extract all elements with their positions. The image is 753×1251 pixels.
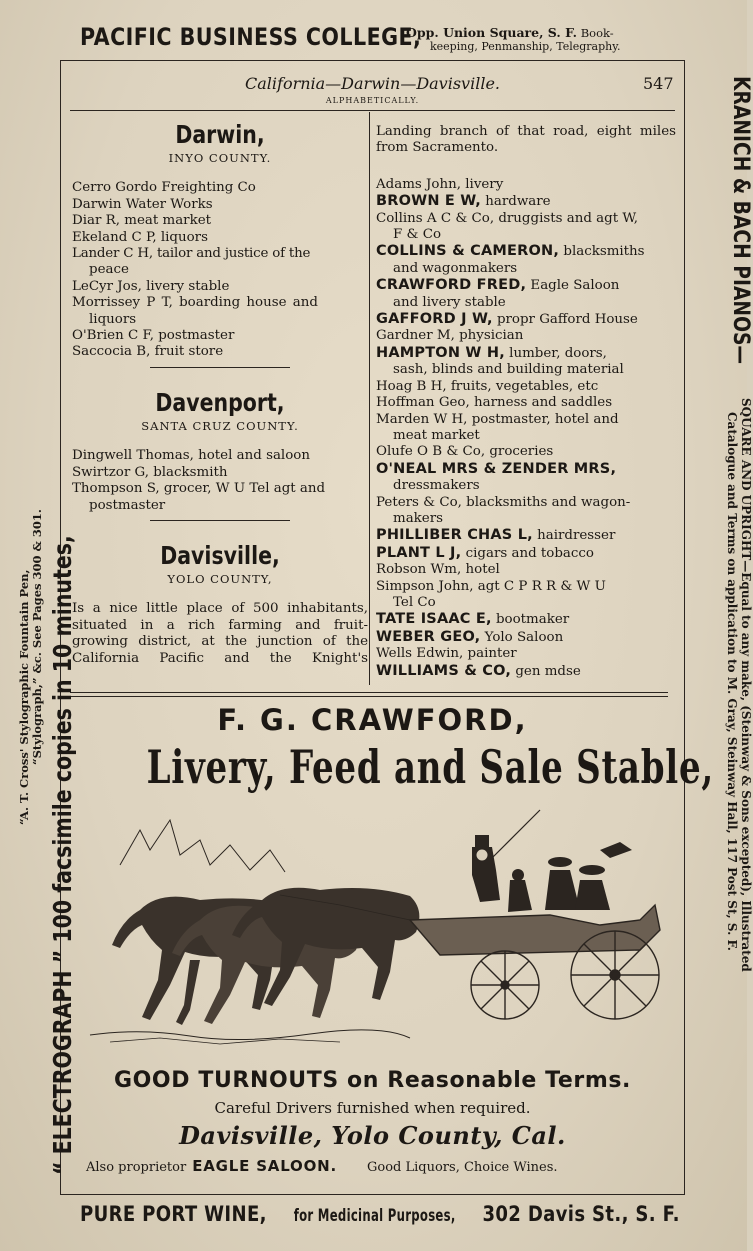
list-item-continuation: dressmakers: [393, 478, 480, 494]
column-divider: [369, 112, 370, 685]
list-item-description: postmaster, hotel and: [467, 411, 619, 427]
top-banner: [80, 22, 700, 56]
list-item: [376, 461, 676, 478]
list-item: [376, 545, 676, 562]
list-item-name: WILLIAMS & CO,: [376, 662, 512, 679]
list-item-description: cigars and tobacco: [461, 545, 594, 561]
list-item-name: TATE ISAAC E,: [376, 611, 492, 628]
running-head: California—Darwin—Davisville.: [245, 74, 500, 93]
list-item-description: lumber, doors,: [504, 345, 607, 361]
left-margin-line-1: “A. T. Cross' Stylographic Fountain Pen,: [17, 569, 31, 825]
list-item: Dingwell Thomas, hotel and saloon: [72, 448, 310, 464]
list-item-description: fruits, vegetables, etc: [446, 378, 599, 394]
list-item-name: Robson Wm,: [376, 562, 462, 578]
list-item-description: hairdresser: [532, 528, 616, 544]
right-margin-line-2: Catalogue and Terms on application to M. Gray, Steinway Hall, 117 Post St, S. F.: [725, 412, 739, 951]
page-number: 547: [643, 74, 674, 93]
bottom-banner-purposes: for Medicinal Purposes,: [293, 1206, 456, 1226]
list-item-name: Wells Edwin,: [376, 646, 464, 662]
list-item-description: blacksmiths: [559, 244, 645, 260]
ad-footer-line: [86, 1156, 666, 1178]
list-item: Cerro Gordo Freighting Co: [72, 180, 256, 196]
list-item-description: bootmaker: [491, 612, 570, 628]
list-item-description: groceries: [485, 444, 554, 460]
list-item: LeCyr Jos, livery stable: [72, 278, 230, 294]
list-item-name: COLLINS & CAMERON,: [376, 243, 560, 260]
county-davenport: SANTA CRUZ COUNTY.: [141, 418, 299, 433]
county-darwin: INYO COUNTY.: [168, 151, 272, 165]
list-item-name: Adams John,: [376, 176, 461, 192]
list-item: [376, 243, 676, 260]
list-item: [376, 646, 676, 662]
list-item: Darwin Water Works: [72, 196, 213, 212]
list-item-description: livery: [461, 176, 504, 192]
right-margin-line-1: SQUARE AND UPRIGHT—Equal to any make, (Steinway & Sons excepted), Illustrated: [739, 398, 753, 972]
top-banner-details: [406, 26, 620, 53]
list-item: [376, 395, 676, 411]
list-item: [376, 379, 676, 395]
list-item-description: physician: [454, 328, 524, 344]
alphabetically-subhead: ALPHABETICALLY.: [325, 96, 420, 105]
davisville-directory-list: [376, 177, 676, 680]
list-item-description: blacksmiths and wagon-: [461, 494, 631, 510]
list-item: [376, 629, 676, 646]
left-margin-electrograph: “ ELECTROGRAPH ” 100 facsimile copies in 10 minutes,: [48, 535, 77, 1175]
horse-carriage-illustration: [80, 810, 670, 1060]
list-item: O'Brien C F, postmaster: [72, 328, 235, 344]
list-item-name: Olufe O B & Co,: [376, 444, 486, 460]
list-item: [376, 177, 676, 193]
list-item-description: hotel: [461, 562, 500, 578]
list-item: [376, 663, 676, 680]
section-rule: [150, 520, 290, 521]
list-item: [376, 579, 676, 595]
top-banner-subjects: keeping, Penmanship, Telegraphy.: [430, 40, 621, 53]
list-item-continuation: sash, blinds and building material: [393, 362, 624, 378]
list-item-continuation: F & Co: [393, 227, 442, 243]
list-item: [376, 311, 676, 328]
list-item: [376, 345, 676, 362]
list-item: [376, 211, 676, 227]
list-item-name: GAFFORD J W,: [376, 311, 493, 328]
bottom-banner: [80, 1200, 680, 1230]
list-item-name: Hoag B H,: [376, 378, 447, 394]
list-item: [376, 611, 676, 628]
list-item-description: Yolo Saloon: [480, 629, 564, 645]
list-item-name: CRAWFORD FRED,: [376, 277, 527, 294]
list-item-name: HAMPTON W H,: [376, 344, 505, 361]
town-heading-davisville: Davisville,: [160, 540, 280, 570]
list-item-name: Hoffman Geo,: [376, 395, 470, 411]
list-item: [376, 495, 676, 511]
right-column: [376, 124, 676, 680]
section-rule: [150, 367, 290, 368]
list-item: [376, 444, 676, 460]
davisville-description: Is a nice little place of 500 inhabitants, situated in a rich farming and fruit-growing district, at the junction of the California Pacific and the Knight's: [72, 601, 368, 666]
list-item-name: Gardner M,: [376, 328, 455, 344]
ad-location: Davisville, Yolo County, Cal.: [179, 1121, 566, 1150]
list-item-description: hardware: [481, 194, 551, 210]
list-item-continuation: peace: [89, 262, 129, 278]
top-banner-book: Book-: [580, 26, 614, 40]
list-item-description: gen mdse: [511, 663, 581, 679]
list-item-description: harness and saddles: [469, 395, 613, 411]
list-item-name: PHILLIBER CHAS L,: [376, 527, 533, 544]
list-item: [376, 328, 676, 344]
list-item-continuation: liquors: [89, 311, 137, 327]
list-item-name: BROWN E W,: [376, 193, 481, 210]
list-item-continuation: postmaster: [89, 497, 166, 513]
list-item-description: Eagle Saloon: [526, 278, 620, 294]
left-margin-advert: [17, 25, 96, 1175]
list-item-name: Collins A C & Co,: [376, 210, 495, 226]
list-item: Diar R, meat market: [72, 213, 211, 229]
left-column: [72, 118, 368, 667]
right-margin-details: [725, 398, 753, 972]
ad-liquors: Good Liquors, Choice Wines.: [367, 1160, 558, 1175]
bottom-banner-address: 302 Davis St., S. F.: [482, 1202, 680, 1226]
ad-eagle-saloon: EAGLE SALOON.: [192, 1157, 337, 1175]
list-item: [376, 527, 676, 544]
list-item-name: PLANT L J,: [376, 544, 462, 561]
town-heading-darwin: Darwin,: [175, 120, 265, 149]
ad-headline: Livery, Feed and Sale Stable,: [146, 740, 714, 794]
list-item: Saccocia B, fruit store: [72, 344, 224, 360]
list-item-description: agt C P R R & W U: [473, 578, 606, 594]
list-item: Thompson S, grocer, W U Tel agt and: [72, 481, 326, 497]
ad-divider-rule: [70, 692, 668, 693]
davisville-description-continued: Landing branch of that road, eight miles from Sacramento.: [376, 124, 676, 156]
list-item: [376, 277, 676, 294]
list-item-description: druggists and agt W,: [494, 210, 639, 226]
list-item-name: O'NEAL MRS & ZENDER MRS,: [376, 460, 617, 477]
list-item-continuation: meat market: [393, 427, 480, 443]
list-item-name: Peters & Co,: [376, 494, 462, 510]
top-banner-location: Opp. Union Square, S. F.: [406, 25, 578, 40]
top-banner-title: PACIFIC BUSINESS COLLEGE,: [80, 23, 422, 51]
county-davisville: YOLO COUNTY,: [167, 571, 273, 586]
list-item-description: painter: [463, 646, 517, 662]
town-heading-davenport: Davenport,: [155, 387, 285, 417]
list-item-description: propr Gafford House: [492, 312, 638, 328]
list-item: Morrissey P T, boarding house and: [72, 295, 318, 311]
ad-turnouts: GOOD TURNOUTS on Reasonable Terms.: [113, 1068, 632, 1093]
list-item: [376, 193, 676, 210]
ad-also-proprietor: Also proprietor: [86, 1160, 187, 1175]
header-rule: [70, 110, 675, 111]
list-item: [376, 412, 676, 428]
ad-proprietor-name: F. G. CRAWFORD,: [217, 703, 528, 737]
list-item-continuation: makers: [393, 510, 443, 526]
list-item-name: Simpson John,: [376, 578, 474, 594]
list-item-continuation: and livery stable: [393, 294, 506, 310]
list-item-continuation: and wagonmakers: [393, 260, 518, 276]
list-item: Ekeland C P, liquors: [72, 229, 208, 245]
list-item: Lander C H, tailor and justice of the: [72, 246, 311, 262]
list-item-name: WEBER GEO,: [376, 628, 481, 645]
right-margin-kranich-bach: KRANICH & BACH PIANOS—: [728, 76, 753, 365]
bottom-banner-wine: PURE PORT WINE,: [80, 1202, 267, 1226]
ad-careful-drivers: Careful Drivers furnished when required.: [214, 1099, 531, 1117]
left-margin-stylograph: [18, 509, 44, 825]
list-item: [376, 562, 676, 578]
right-margin-advert: [697, 76, 753, 1176]
ad-divider-rule: [70, 696, 668, 697]
list-item-continuation: Tel Co: [393, 594, 436, 610]
left-margin-line-2: “Stylograph,” &c. See Pages 300 & 301.: [30, 509, 44, 765]
list-item: Swirtzor G, blacksmith: [72, 464, 228, 480]
list-item-name: Marden W H,: [376, 411, 468, 427]
